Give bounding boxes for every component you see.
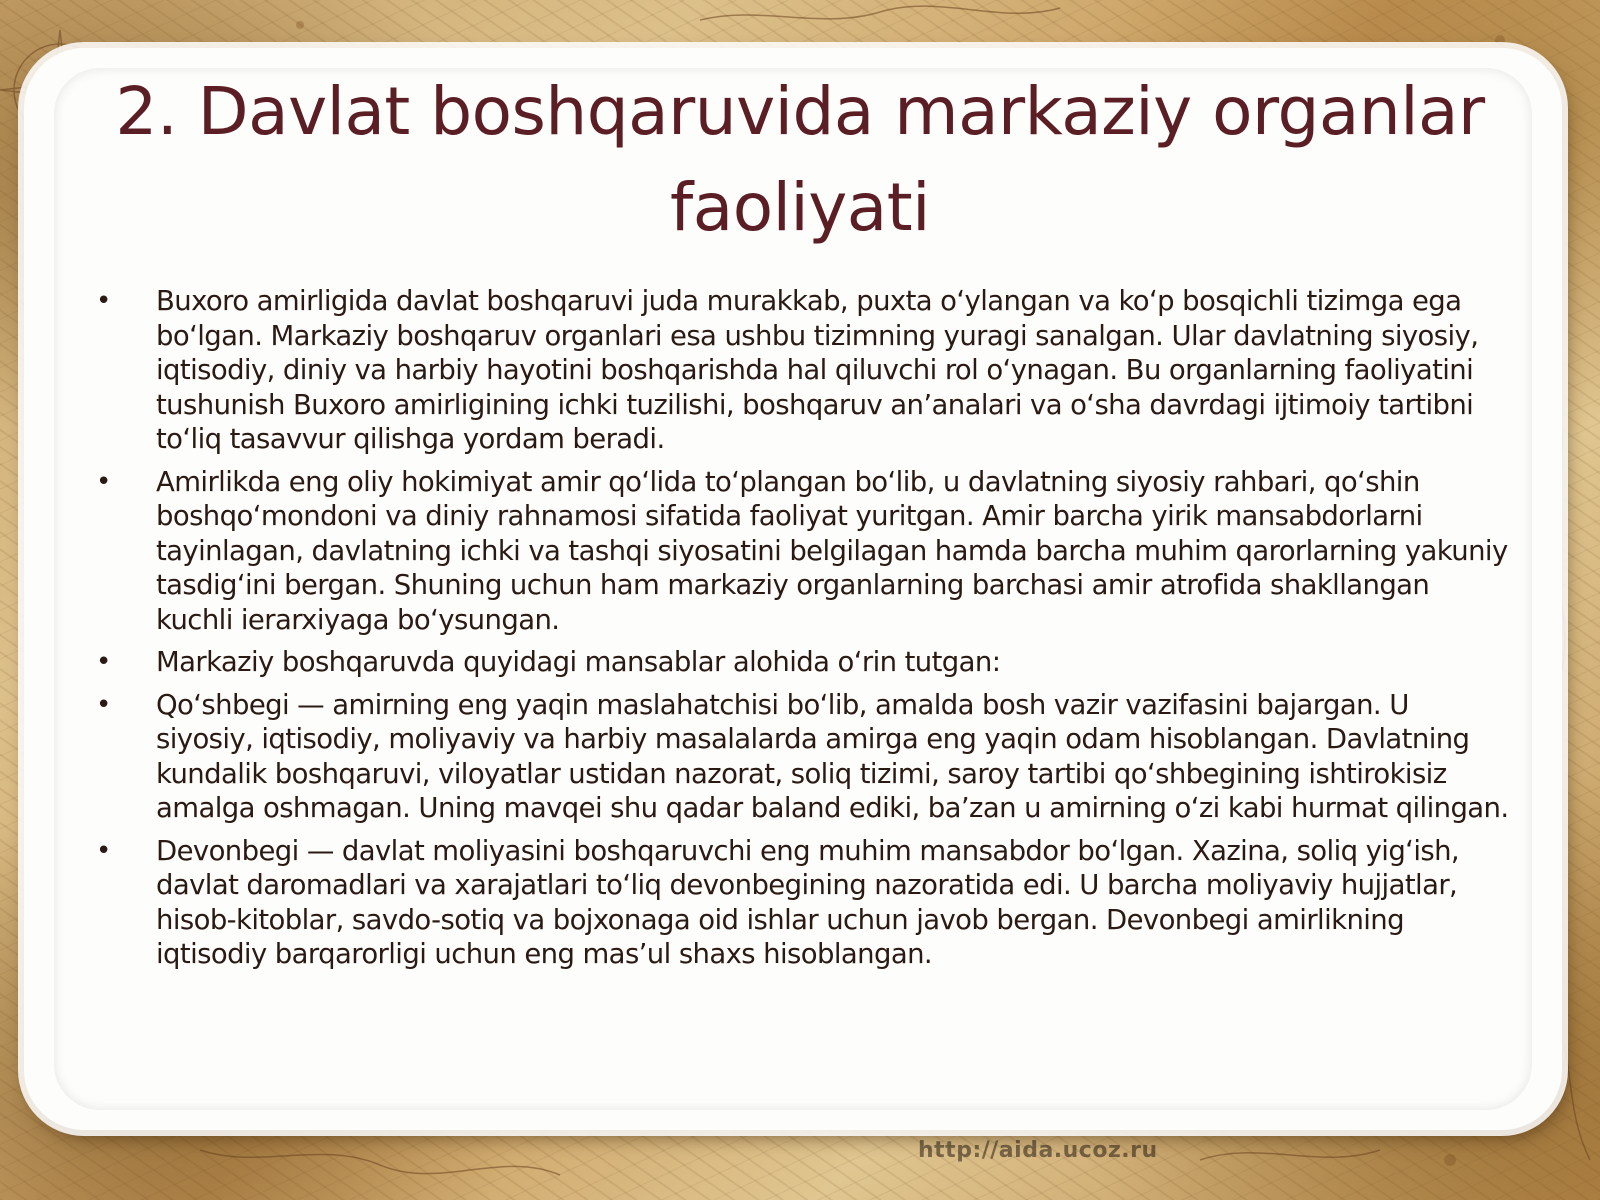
bullet-text: Devonbegi — davlat moliyasini boshqaruvchi eng muhim mansabdor boʻlgan. Xazina, soliq yigʻish, davlat daromadlari va xarajatlari toʻliq devonbegining nazoratida edi. U barcha moliyaviy hujjatlar, hisob-kitoblar, savdo-sotiq va bojxonaga oid ishlar uchun javob bergan. Devonbegi amirlikning iqtisodiy barqarorligi uchun eng mas’ul shaxs hisoblangan.	[156, 834, 1460, 970]
list-item	[92, 688, 1512, 826]
source-watermark: http://aida.ucoz.ru	[918, 1138, 1158, 1163]
bullet-text: Markaziy boshqaruvda quyidagi mansablar alohida oʻrin tutgan:	[156, 646, 1001, 678]
list-item	[92, 465, 1512, 638]
bullet-symbol: •	[96, 689, 111, 720]
bullet-text: Buxoro amirligida davlat boshqaruvi juda murakkab, puxta oʻylangan va koʻp bosqichli tizimga ega boʻlgan. Markaziy boshqaruv organlari esa ushbu tizimning yuragi sanalgan. Ular davlatning siyosiy, iqtisodiy, diniy va harbiy hayotini boshqarishda hal qiluvchi rol oʻynagan. Bu organlarning faoliyatini tushunish Buxoro amirligining ichki tuzilishi, boshqaruv an’analari va oʻsha davrdagi ijtimoiy tartibni toʻliq tasavvur qilishga yordam beradi.	[156, 285, 1479, 455]
bullet-list	[92, 284, 1512, 980]
bullet-symbol: •	[96, 286, 111, 316]
list-item	[92, 834, 1512, 972]
list-item	[92, 284, 1512, 457]
bullet-text: Qoʻshbegi — amirning eng yaqin maslahatchisi boʻlib, amalda bosh vazir vazifasini bajargan. U siyosiy, iqtisodiy, moliyaviy va harbiy masalalarda amirga eng yaqin odam hisoblangan. Davlatning kundalik boshqaruvi, viloyatlar ustidan nazorat, soliq tizimi, saroy tartibi qoʻshbegining ishtirokisiz amalga oshmagan. Uning mavqei shu qadar baland ediki, ba’zan u amirning oʻzi kabi hurmat qilingan.	[156, 688, 1509, 824]
slide-title: 2. Davlat boshqaruvida markaziy organlar faoliyati	[115, 73, 1485, 246]
bullet-symbol: •	[96, 835, 111, 866]
bullet-symbol: •	[96, 647, 111, 677]
list-item	[92, 645, 1512, 680]
bullet-text: Amirlikda eng oliy hokimiyat amir qoʻlida toʻplangan boʻlib, u davlatning siyosiy rahbari, qoʻshin boshqoʻmondoni va diniy rahnamosi sifatida faoliyat yuritgan. Amir barcha yirik mansabdorlarni tayinlagan, davlatning ichki va tashqi siyosatini belgilagan hamda barcha muhim qarorlarning yakuniy tasdigʻini bergan. Shuning uchun ham markaziy organlarning barchasi amir atrofida shakllangan kuchli ierarxiyaga boʻysungan.	[156, 465, 1508, 636]
bullet-symbol: •	[96, 466, 111, 497]
